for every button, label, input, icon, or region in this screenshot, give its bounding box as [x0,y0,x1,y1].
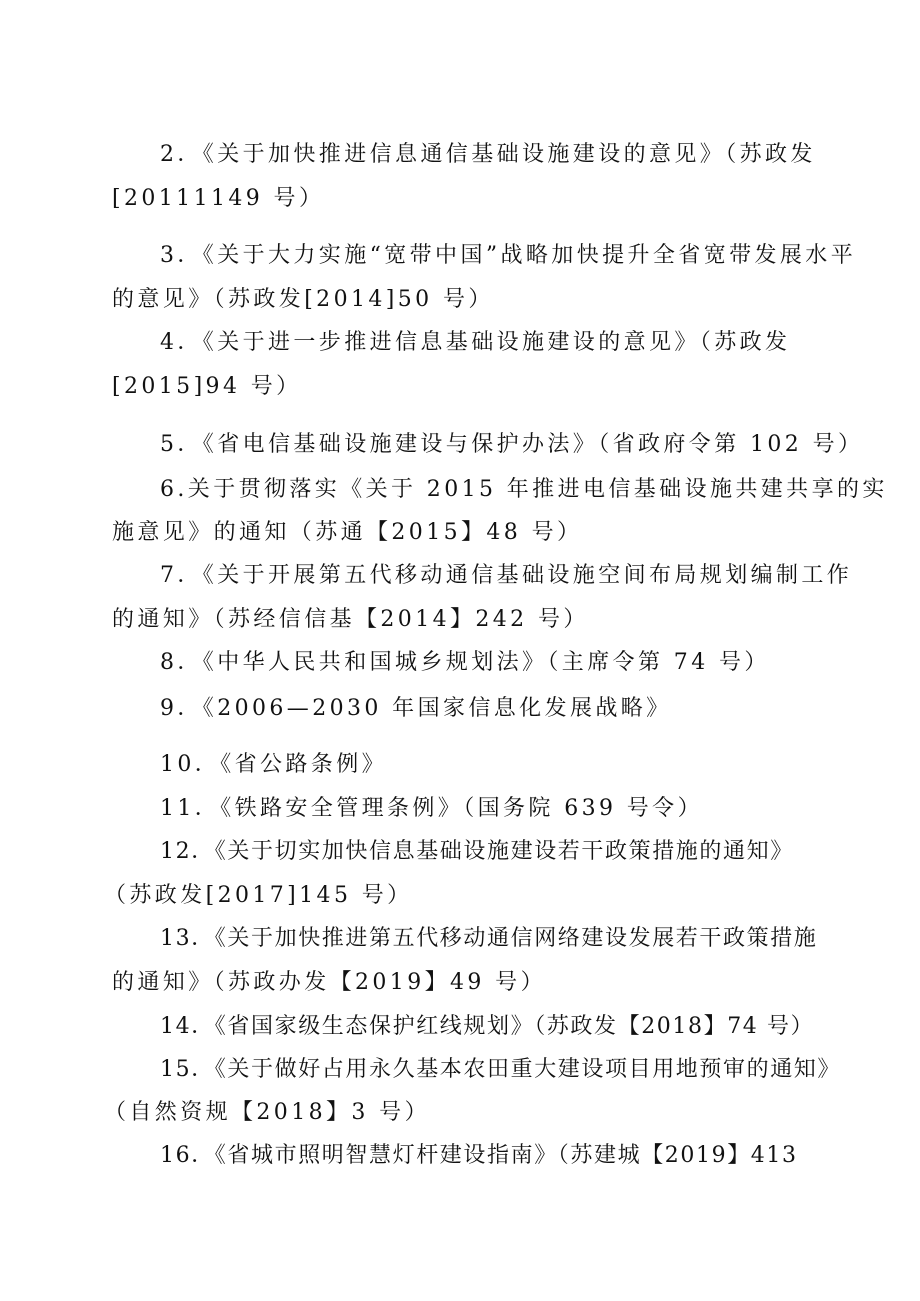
item-text: （自然资规【2018】3 号） [104,1100,430,1125]
list-item-10 [0,750,920,780]
list-item-12-continuation [0,881,920,911]
item-text: ．《关于大力实施“宽带中国”战略加快提升全省宽带发展水平 [177,243,857,268]
list-item-4-continuation [0,372,920,402]
item-text: [2015]94 号） [112,374,302,399]
list-item-4 [0,328,920,358]
list-item-7-continuation [0,605,920,635]
list-item-11 [0,794,920,824]
item-text: ．《关于切实加快信息基础设施建设若干政策措施的通知》 [191,839,794,864]
item-number: 3 [160,243,178,268]
item-number: 16 [160,1143,192,1168]
list-item-14 [0,1012,920,1042]
item-number: 10 [160,752,195,777]
item-number: 2 [160,142,178,167]
list-item-12 [0,837,920,867]
list-item-13 [0,924,920,954]
item-number: 13 [160,926,192,951]
item-text: ．《省电信基础设施建设与保护办法》（省政府令第 102 号） [177,432,864,457]
item-text: [20111149 号） [112,186,325,211]
item-number: 4 [160,330,178,355]
item-text: .关于贯彻落实《关于 2015 年推进电信基础设施共建共享的实 [177,477,888,502]
list-item-3-continuation [0,285,920,315]
item-number: 14 [160,1014,192,1039]
item-number: 9 [160,696,178,721]
item-text: ．《铁路安全管理条例》（国务院 639 号令） [194,796,703,821]
item-number: 7 [160,563,178,588]
item-text: ．《关于进一步推进信息基础设施建设的意见》（苏政发 [177,330,791,355]
item-text: 的意见》（苏政发[2014]50 号） [112,287,494,312]
item-text: ．《中华人民共和国城乡规划法》（主席令第 74 号） [177,650,770,675]
list-item-15-continuation [0,1098,920,1128]
item-text: 施意见》的通知（苏通【2015】48 号） [112,520,583,545]
item-text: ．《2006—2030 年国家信息化发展战略》 [177,696,672,721]
item-number: 11 [160,796,195,821]
list-item-6-continuation [0,518,920,548]
item-text: ．《省国家级生态保护红线规划》（苏政发【2018】74 号） [191,1014,815,1039]
item-number: 5 [160,432,178,457]
list-item-2 [0,140,920,170]
list-item-7 [0,561,920,591]
item-text: ．《关于做好占用永久基本农田重大建设项目用地预审的通知》 [191,1057,842,1082]
item-text: ．《关于加快推进信息通信基础设施建设的意见》（苏政发 [177,142,816,167]
item-number: 15 [160,1057,192,1082]
item-text: 的通知》（苏经信信基【2014】242 号） [112,607,589,632]
list-item-8 [0,648,920,678]
list-item-5 [0,430,920,460]
item-text: 的通知》（苏政办发【2019】49 号） [112,970,546,995]
list-item-15 [0,1055,920,1085]
list-item-2-continuation [0,184,920,214]
item-number: 12 [160,839,192,864]
item-text: ．《省公路条例》 [194,752,387,777]
item-number: 6 [160,477,178,502]
list-item-13-continuation [0,968,920,998]
list-item-9 [0,694,920,724]
item-number: 8 [160,650,178,675]
item-text: ．《关于加快推进第五代移动通信网络建设发展若干政策措施 [191,926,818,951]
list-item-3 [0,241,920,271]
list-item-16 [0,1141,920,1171]
item-text: ．《关于开展第五代移动通信基础设施空间布局规划编制工作 [177,563,853,588]
item-text: （苏政发[2017]145 号） [104,883,413,908]
list-item-6 [0,475,920,505]
item-text: ．《省城市照明智慧灯杆建设指南》（苏建城【2019】413 [191,1143,798,1168]
